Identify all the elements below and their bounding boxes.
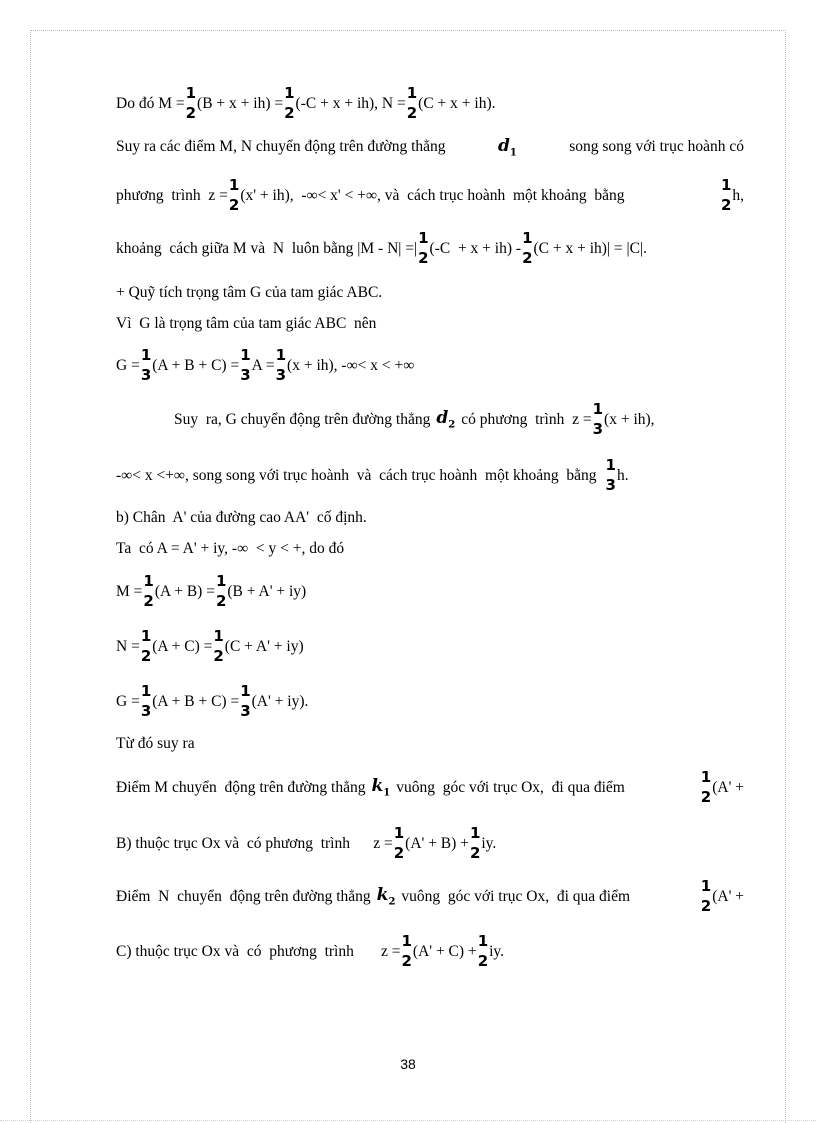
numerator: 1 — [240, 346, 251, 364]
text: Điểm M chuyển động trên đường thẳng — [116, 778, 366, 796]
fraction-half — [284, 84, 294, 123]
numerator: 1 — [140, 627, 152, 645]
numerator: 1 — [185, 84, 197, 102]
fraction-half — [229, 176, 239, 215]
text: iy. — [489, 942, 505, 960]
numerator: 1 — [240, 682, 251, 700]
denominator: 2 — [469, 844, 481, 862]
line-9 — [116, 456, 629, 495]
line-1 — [116, 84, 496, 123]
subscript: 1 — [509, 147, 517, 159]
text: vuông góc với trục Ox, đi qua điểm — [396, 778, 625, 796]
fraction-half — [141, 627, 151, 666]
numerator: 1 — [522, 229, 533, 247]
fraction-third — [141, 682, 151, 721]
text: (-C + x + ih), N = — [295, 94, 406, 112]
text: G = — [116, 356, 140, 374]
line-19 — [116, 932, 504, 971]
text: iy. — [481, 834, 497, 852]
fraction-half — [394, 824, 404, 863]
subscript: 1 — [383, 787, 391, 799]
numerator: 1 — [700, 877, 712, 895]
fraction-half — [701, 768, 711, 807]
symbol: k — [371, 776, 384, 797]
text: G = — [116, 692, 140, 710]
denominator: 2 — [406, 104, 418, 122]
line-2 — [116, 136, 744, 158]
text: h. — [616, 466, 629, 484]
text: C) thuộc trục Ox và có phương trình z = — [116, 942, 401, 960]
text: b) Chân A' của đường cao AA' cố định. — [116, 509, 367, 526]
fraction-half — [418, 229, 428, 268]
denominator: 2 — [401, 952, 412, 970]
denominator: 2 — [522, 249, 533, 267]
text: Suy ra, G chuyển động trên đường thẳng — [174, 410, 431, 428]
line-5 — [116, 284, 382, 302]
numerator: 1 — [143, 572, 154, 590]
denominator: 2 — [700, 897, 712, 915]
denominator: 2 — [228, 196, 240, 214]
text: Suy ra các điểm M, N chuyển động trên đường thẳng — [116, 138, 446, 156]
denominator: 2 — [215, 592, 227, 610]
line-3 — [116, 176, 744, 215]
text: vuông góc với trục Ox, đi qua điểm — [401, 887, 631, 905]
denominator: 3 — [140, 702, 152, 720]
numerator: 1 — [140, 346, 152, 364]
numerator: 1 — [720, 176, 732, 194]
subscript: 2 — [388, 896, 396, 908]
denominator: 2 — [143, 592, 154, 610]
denominator: 2 — [185, 104, 197, 122]
line-12 — [116, 572, 306, 611]
symbol: k — [376, 885, 389, 906]
numerator: 1 — [592, 400, 604, 418]
line-17 — [116, 824, 496, 863]
fraction-half — [478, 932, 488, 971]
denominator: 3 — [605, 476, 616, 494]
line-d2-symbol — [436, 408, 455, 430]
denominator: 2 — [418, 249, 429, 267]
numerator: 1 — [140, 682, 152, 700]
fraction-half — [522, 229, 532, 268]
text: song song với trục hoành có — [569, 138, 744, 156]
numerator: 1 — [700, 768, 712, 786]
denominator: 3 — [240, 366, 251, 384]
numerator: 1 — [275, 346, 287, 364]
numerator: 1 — [418, 229, 429, 247]
fraction-half — [721, 176, 731, 215]
numerator: 1 — [406, 84, 418, 102]
line-k2-symbol — [377, 885, 396, 907]
text: (A + B) = — [154, 582, 215, 600]
fraction-third — [276, 346, 286, 385]
text: h, — [732, 186, 744, 204]
line-13 — [116, 627, 304, 666]
text: (A' + iy). — [251, 692, 309, 710]
line-4 — [116, 229, 647, 268]
line-15 — [116, 735, 195, 753]
text: (A' + B) + — [405, 834, 469, 852]
text: B) thuộc trục Ox và có phương trình z = — [116, 834, 393, 852]
denominator: 3 — [592, 420, 604, 438]
text: (A + C) = — [152, 637, 213, 655]
line-16 — [116, 768, 744, 807]
numerator: 1 — [215, 572, 227, 590]
line-11 — [116, 540, 344, 558]
text: (-C + x + ih) - — [429, 239, 522, 257]
numerator: 1 — [469, 824, 481, 842]
text: (C + x + ih)| = |C|. — [533, 239, 647, 257]
denominator: 3 — [140, 366, 152, 384]
text: (x + ih), — [604, 410, 655, 428]
text: (x' + ih), -∞< x' < +∞, và cách trục hoành một khoảng bằng — [240, 186, 625, 204]
line-18 — [116, 877, 744, 916]
fraction-half — [470, 824, 480, 863]
line-8 — [174, 400, 655, 439]
denominator: 3 — [275, 366, 287, 384]
numerator: 1 — [401, 932, 412, 950]
text: Ta có A = A' + iy, -∞ < y < +, do đó — [116, 540, 345, 557]
symbol: d — [436, 408, 449, 429]
fraction-third — [141, 346, 151, 385]
text: Điểm N chuyển động trên đường thẳng — [116, 887, 371, 905]
line-6 — [116, 315, 376, 333]
denominator: 2 — [700, 788, 712, 806]
text: Do đó M = — [116, 94, 185, 112]
text: (B + x + ih) = — [197, 94, 284, 112]
text: (B + A' + iy) — [227, 582, 307, 600]
line-d1-symbol — [498, 136, 517, 158]
line-14 — [116, 682, 308, 721]
line-k1-symbol — [371, 776, 390, 798]
denominator: 2 — [140, 647, 152, 665]
text: (x + ih), -∞< x < +∞ — [287, 356, 415, 374]
fraction-half — [143, 572, 153, 611]
text: (C + x + ih). — [418, 94, 496, 112]
page-bottom-rule — [0, 1120, 816, 1121]
fraction-half — [407, 84, 417, 123]
fraction-half — [216, 572, 226, 611]
text: (A' + — [712, 887, 744, 905]
denominator: 2 — [393, 844, 405, 862]
denominator: 3 — [240, 702, 251, 720]
text: Từ đó suy ra — [116, 735, 195, 752]
numerator: 1 — [393, 824, 405, 842]
fraction-half — [213, 627, 223, 666]
denominator: 2 — [720, 196, 732, 214]
line-10 — [116, 509, 367, 527]
text: -∞< x <+∞, song song với trục hoành và cách trục hoành một khoảng bằng — [116, 466, 597, 484]
text: A = — [251, 356, 275, 374]
numerator: 1 — [605, 456, 616, 474]
fraction-third — [593, 400, 603, 439]
page-number: 38 — [400, 1056, 416, 1072]
text: (A + B + C) = — [152, 356, 240, 374]
text: (C + A' + iy) — [224, 637, 304, 655]
fraction-third — [240, 682, 250, 721]
text: (A' + — [712, 778, 744, 796]
text: (A' + C) + — [412, 942, 477, 960]
text: (A + B + C) = — [152, 692, 240, 710]
text: N = — [116, 637, 140, 655]
symbol: d — [497, 136, 510, 156]
text: Vì G là trọng tâm của tam giác ABC nên — [116, 315, 377, 332]
fraction-half — [401, 932, 411, 971]
text: có phương trình z = — [461, 410, 592, 428]
denominator: 2 — [284, 104, 295, 122]
fraction-half — [701, 877, 711, 916]
numerator: 1 — [213, 627, 224, 645]
denominator: 2 — [477, 952, 489, 970]
line-7 — [116, 346, 414, 385]
numerator: 1 — [228, 176, 240, 194]
subscript: 2 — [448, 419, 456, 431]
text: M = — [116, 582, 143, 600]
fraction-half — [186, 84, 196, 123]
fraction-third — [240, 346, 250, 385]
denominator: 2 — [213, 647, 224, 665]
numerator: 1 — [477, 932, 489, 950]
text: phương trình z = — [116, 186, 228, 204]
fraction-third — [606, 456, 616, 495]
text: + Quỹ tích trọng tâm G của tam giác ABC. — [116, 284, 383, 301]
text: khoảng cách giữa M và N luôn bằng |M - N| =| — [116, 239, 418, 257]
numerator: 1 — [284, 84, 295, 102]
